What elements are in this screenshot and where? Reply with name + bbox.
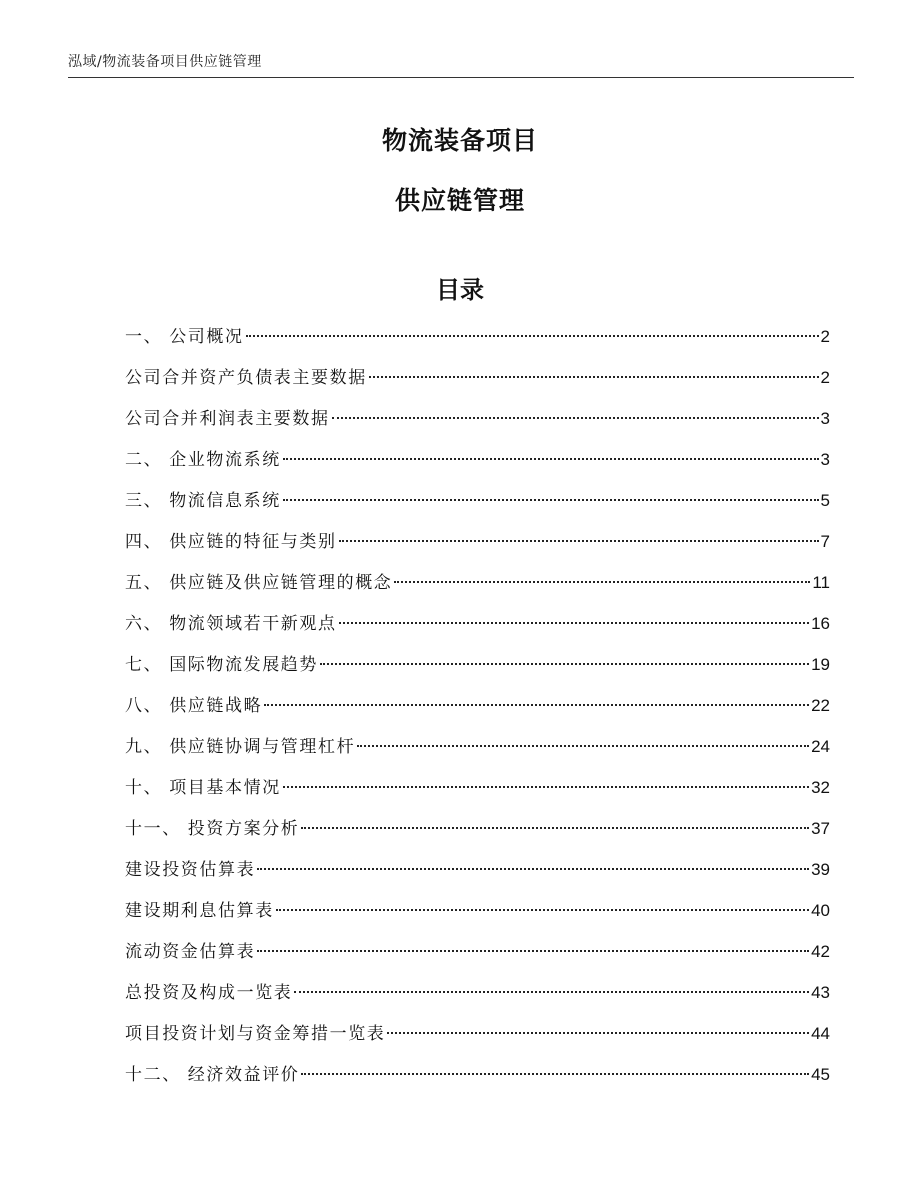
- toc-page-number: 24: [811, 737, 830, 756]
- toc-dot-leader: [332, 417, 819, 419]
- toc-entry[interactable]: [125, 1017, 830, 1058]
- toc-dot-leader: [283, 458, 819, 460]
- toc-entry-label: 建设投资估算表: [125, 860, 256, 880]
- toc-page-number: 40: [811, 901, 830, 920]
- toc-entry[interactable]: [125, 361, 830, 402]
- toc-entry-label: 公司合并利润表主要数据: [125, 409, 330, 429]
- toc-dot-leader: [246, 335, 819, 337]
- toc-entry-label: 公司合并资产负债表主要数据: [125, 368, 367, 388]
- toc-dot-leader: [387, 1032, 809, 1034]
- toc-page-number: 44: [811, 1024, 830, 1043]
- toc-entry-label: 八、 供应链战略: [125, 696, 263, 716]
- toc-page-number: 22: [811, 696, 830, 715]
- toc-dot-leader: [264, 704, 809, 706]
- toc-page-number: 43: [811, 983, 830, 1002]
- toc-dot-leader: [257, 868, 809, 870]
- toc-entry[interactable]: [125, 320, 830, 361]
- toc-entry-label: 二、 企业物流系统: [125, 450, 281, 470]
- toc-entry[interactable]: [125, 935, 830, 976]
- toc-dot-leader: [339, 622, 809, 624]
- toc-dot-leader: [394, 581, 810, 583]
- toc-entry-label: 项目投资计划与资金筹措一览表: [125, 1024, 386, 1044]
- toc-entry[interactable]: [125, 689, 830, 730]
- toc-dot-leader: [283, 786, 809, 788]
- toc-entry-label: 十一、 投资方案分析: [125, 819, 300, 839]
- toc-page-number: 2: [820, 327, 830, 346]
- toc-page-number: 11: [812, 573, 830, 592]
- toc-page-number: 32: [811, 778, 830, 797]
- toc-dot-leader: [283, 499, 819, 501]
- table-of-contents: [125, 320, 830, 1099]
- toc-page-number: 5: [820, 491, 830, 510]
- toc-dot-leader: [369, 376, 819, 378]
- toc-page-number: 45: [811, 1065, 830, 1084]
- toc-entry[interactable]: [125, 812, 830, 853]
- toc-entry[interactable]: [125, 976, 830, 1017]
- toc-page-number: 16: [811, 614, 830, 633]
- toc-entry[interactable]: [125, 566, 830, 607]
- toc-entry-label: 建设期利息估算表: [125, 901, 274, 921]
- toc-entry[interactable]: [125, 443, 830, 484]
- toc-page-number: 19: [811, 655, 830, 674]
- toc-dot-leader: [320, 663, 809, 665]
- toc-entry-label: 十、 项目基本情况: [125, 778, 281, 798]
- header-divider: [68, 77, 854, 78]
- toc-entry-label: 六、 物流领域若干新观点: [125, 614, 337, 634]
- toc-entry[interactable]: [125, 648, 830, 689]
- toc-entry-label: 一、 公司概况: [125, 327, 244, 347]
- toc-dot-leader: [294, 991, 809, 993]
- running-header: 泓域/物流装备项目供应链管理: [68, 54, 262, 70]
- toc-entry-label: 四、 供应链的特征与类别: [125, 532, 337, 552]
- toc-entry[interactable]: [125, 730, 830, 771]
- toc-entry[interactable]: [125, 894, 830, 935]
- toc-dot-leader: [339, 540, 819, 542]
- toc-page-number: 39: [811, 860, 830, 879]
- toc-page-number: 42: [811, 942, 830, 961]
- toc-dot-leader: [301, 827, 809, 829]
- toc-entry[interactable]: [125, 484, 830, 525]
- toc-entry[interactable]: [125, 771, 830, 812]
- toc-entry-label: 十二、 经济效益评价: [125, 1065, 300, 1085]
- toc-dot-leader: [276, 909, 809, 911]
- toc-dot-leader: [257, 950, 809, 952]
- document-title-line1: 物流装备项目: [381, 126, 538, 155]
- toc-page-number: 3: [820, 450, 830, 469]
- toc-dot-leader: [301, 1073, 809, 1075]
- toc-entry[interactable]: [125, 607, 830, 648]
- toc-page-number: 2: [820, 368, 830, 387]
- toc-entry-label: 九、 供应链协调与管理杠杆: [125, 737, 356, 757]
- toc-page-number: 7: [820, 532, 830, 551]
- toc-entry-label: 流动资金估算表: [125, 942, 256, 962]
- toc-entry-label: 五、 供应链及供应链管理的概念: [125, 573, 393, 593]
- toc-page-number: 3: [820, 409, 830, 428]
- toc-entry[interactable]: [125, 525, 830, 566]
- toc-heading: 目录: [436, 276, 484, 304]
- toc-entry[interactable]: [125, 853, 830, 894]
- toc-entry[interactable]: [125, 1058, 830, 1099]
- toc-page-number: 37: [811, 819, 830, 838]
- document-title-line2: 供应链管理: [394, 186, 525, 215]
- toc-entry[interactable]: [125, 402, 830, 443]
- toc-dot-leader: [357, 745, 809, 747]
- toc-entry-label: 七、 国际物流发展趋势: [125, 655, 319, 675]
- toc-entry-label: 三、 物流信息系统: [125, 491, 281, 511]
- toc-entry-label: 总投资及构成一览表: [125, 983, 293, 1003]
